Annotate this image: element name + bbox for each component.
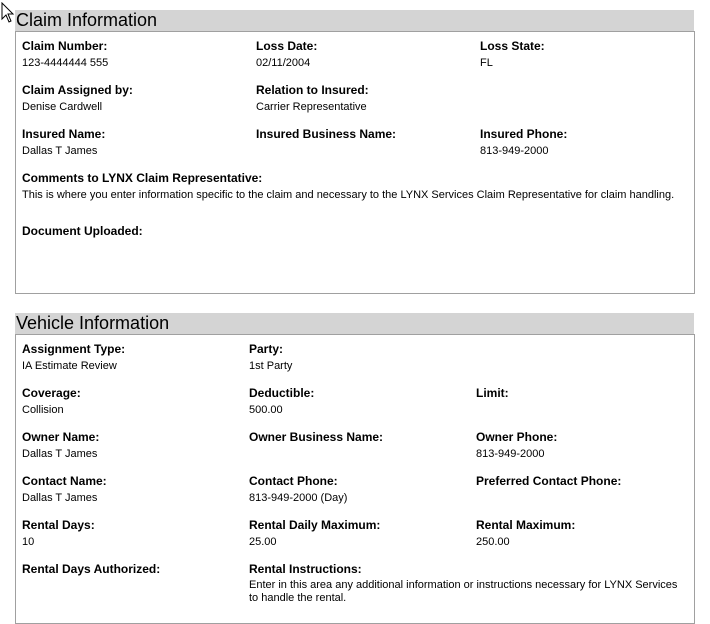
rental-days-value: 10 — [22, 536, 35, 548]
limit-label: Limit: — [476, 386, 509, 400]
claim-number-label: Claim Number: — [22, 39, 108, 53]
rental-days-authorized-label: Rental Days Authorized: — [22, 562, 161, 576]
rental-instructions-label: Rental Instructions: — [249, 562, 362, 576]
contact-name-label: Contact Name: — [22, 474, 107, 488]
coverage-label: Coverage: — [22, 386, 81, 400]
claim-information-panel — [15, 31, 695, 294]
insured-phone-label: Insured Phone: — [480, 127, 568, 141]
deductible-value: 500.00 — [249, 404, 283, 416]
relation-to-insured-value: Carrier Representative — [256, 101, 367, 113]
party-value: 1st Party — [249, 360, 293, 372]
relation-to-insured-label: Relation to Insured: — [256, 83, 369, 97]
vehicle-information-panel — [15, 334, 695, 624]
owner-business-name-label: Owner Business Name: — [249, 430, 384, 444]
vehicle-information-header: Vehicle Information — [15, 313, 694, 334]
contact-phone-label: Contact Phone: — [249, 474, 338, 488]
deductible-label: Deductible: — [249, 386, 315, 400]
rental-daily-maximum-value: 25.00 — [249, 536, 277, 548]
comments-label: Comments to LYNX Claim Representative: — [22, 171, 263, 185]
assignment-type-value: IA Estimate Review — [22, 360, 117, 372]
loss-state-label: Loss State: — [480, 39, 545, 53]
loss-state-value: FL — [480, 57, 493, 69]
insured-name-label: Insured Name: — [22, 127, 106, 141]
mouse-pointer-icon — [1, 2, 15, 24]
assignment-type-label: Assignment Type: — [22, 342, 126, 356]
owner-name-label: Owner Name: — [22, 430, 100, 444]
comments-value: This is where you enter information specific to the claim and necessary to the LYNX Services Claim Representative for claim handling. — [22, 189, 675, 201]
claim-assigned-by-label: Claim Assigned by: — [22, 83, 133, 97]
claim-assigned-by-value: Denise Cardwell — [22, 101, 103, 113]
claim-number-value: 123-4444444 555 — [22, 57, 109, 69]
contact-phone-value: 813-949-2000 (Day) — [249, 492, 348, 504]
loss-date-value: 02/11/2004 — [256, 57, 311, 69]
rental-maximum-label: Rental Maximum: — [476, 518, 576, 532]
contact-name-value: Dallas T James — [22, 492, 98, 504]
owner-phone-label: Owner Phone: — [476, 430, 558, 444]
claim-information-header: Claim Information — [15, 10, 694, 31]
party-label: Party: — [249, 342, 284, 356]
rental-maximum-value: 250.00 — [476, 536, 510, 548]
owner-phone-value: 813-949-2000 — [476, 448, 545, 460]
document-uploaded-label: Document Uploaded: — [22, 224, 143, 238]
preferred-contact-phone-label: Preferred Contact Phone: — [476, 474, 622, 488]
rental-daily-maximum-label: Rental Daily Maximum: — [249, 518, 381, 532]
loss-date-label: Loss Date: — [256, 39, 318, 53]
rental-instructions-value: Enter in this area any additional information or instructions necessary for LYNX Services to handle the rental. — [249, 579, 678, 604]
coverage-value: Collision — [22, 404, 64, 416]
insured-business-name-label: Insured Business Name: — [256, 127, 397, 141]
insured-phone-value: 813-949-2000 — [480, 145, 549, 157]
insured-name-value: Dallas T James — [22, 145, 98, 157]
owner-name-value: Dallas T James — [22, 448, 98, 460]
rental-days-label: Rental Days: — [22, 518, 95, 532]
